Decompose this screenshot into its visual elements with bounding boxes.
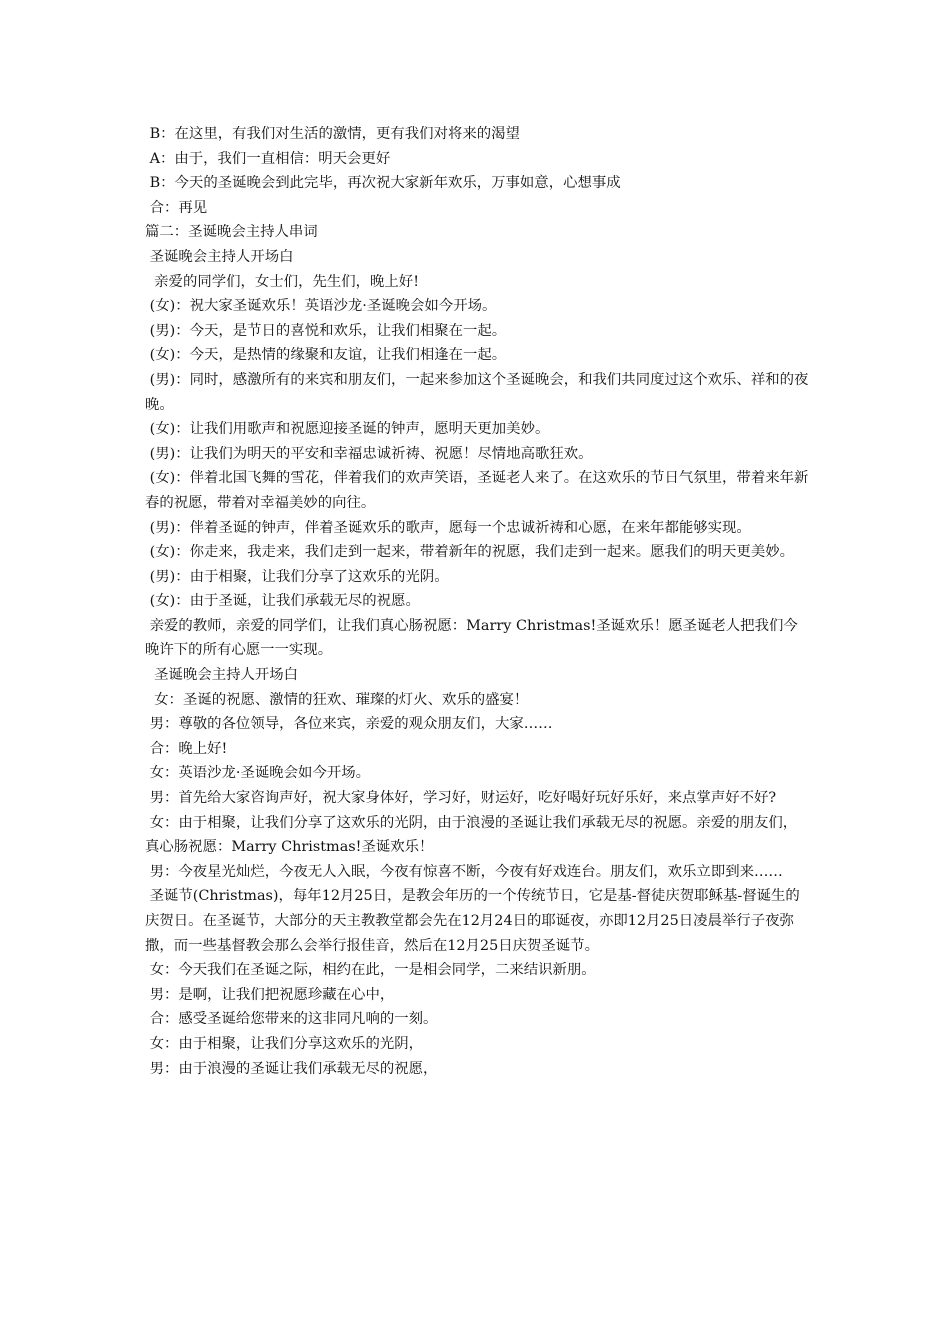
text-paragraph: 男：由于浪漫的圣诞让我们承载无尽的祝愿， (145, 1060, 438, 1077)
text-paragraph: B：在这里，有我们对生活的激情，更有我们对将来的渴望 (145, 126, 520, 142)
text-paragraph: 男：今夜星光灿烂，今夜无人入眠，今夜有惊喜不断，今夜有好戏连台。朋友们，欢乐立即到来…… (145, 863, 783, 880)
text-paragraph: 圣诞晚会主持人开场白 (145, 248, 294, 265)
text-paragraph: (女)：伴着北国飞舞的雪花，伴着我们的欢声笑语，圣诞老人来了。在这欢乐的节日气氛里，带着来年新春的祝愿，带着对幸福美妙的向往。 (145, 470, 809, 511)
text-paragraph: 亲爱的教师，亲爱的同学们，让我们真心肠祝愿：Marry Christmas!圣诞欢乐！愿圣诞老人把我们今晚许下的所有心愿一一实现。 (145, 617, 798, 659)
text-paragraph: (男)：同时，感激所有的来宾和朋友们，一起来参加这个圣诞晚会，和我们共同度过这个欢乐、祥和的夜晚。 (145, 371, 809, 413)
text-paragraph: (女)：今天，是热情的缘聚和友谊，让我们相逢在一起。 (145, 347, 507, 364)
text-paragraph: 女：由于相聚，让我们分享了这欢乐的光阴，由于浪漫的圣诞让我们承载无尽的祝愿。亲爱的朋友们，真心肠祝愿：Marry Christmas!圣诞欢乐！ (145, 814, 798, 856)
text-paragraph: 女：今天我们在圣诞之际，相约在此，一是相会同学，二来结识新朋。 (145, 962, 596, 979)
text-paragraph: (女)：由于圣诞，让我们承载无尽的祝愿。 (145, 593, 420, 610)
text-paragraph: 合：晚上好! (145, 740, 228, 757)
text-paragraph: 篇二：圣诞晚会主持人串词 (145, 224, 318, 241)
text-paragraph: (男)：今天，是节日的喜悦和欢乐，让我们相聚在一起。 (145, 322, 507, 339)
text-paragraph: (女)：你走来，我走来，我们走到一起来，带着新年的祝愿，我们走到一起来。愿我们的明天更美妙。 (145, 544, 794, 561)
text-paragraph: 合：感受圣诞给您带来的这非同凡响的一刻。 (145, 1011, 438, 1028)
text-paragraph: 男：是啊，让我们把祝愿珍藏在心中， (145, 986, 395, 1003)
text-paragraph: (男)：伴着圣诞的钟声，伴着圣诞欢乐的歌声，愿每一个忠诚祈祷和心愿，在来年都能够实现。 (145, 519, 751, 536)
text-paragraph: A：由于，我们一直相信：明天会更好 (145, 150, 391, 167)
text-paragraph: (女)：祝大家圣诞欢乐！英语沙龙·圣诞晚会如今开场。 (145, 298, 497, 315)
text-paragraph: 女：英语沙龙·圣诞晚会如今开场。 (145, 765, 371, 782)
text-paragraph: 合：再见 (145, 199, 208, 216)
text-paragraph: (女)：让我们用歌声和祝愿迎接圣诞的钟声，愿明天更加美妙。 (145, 421, 550, 438)
text-paragraph: 圣诞晚会主持人开场白 (145, 667, 299, 684)
text-paragraph: 男：尊敬的各位领导，各位来宾，亲爱的观众朋友们，大家…… (145, 716, 553, 733)
text-paragraph: 男：首先给大家咨询声好，祝大家身体好，学习好，财运好，吃好喝好玩好乐好，来点掌声好不好? (145, 790, 777, 807)
text-paragraph: 女：由于相聚，让我们分享这欢乐的光阴， (145, 1035, 424, 1052)
text-paragraph: 女：圣诞的祝愿、激情的狂欢、璀璨的灯火、欢乐的盛宴！ (145, 691, 529, 708)
text-paragraph: 亲爱的同学们，女士们，先生们，晚上好! (145, 273, 419, 290)
document-page (145, 122, 809, 1081)
text-paragraph: (男)：让我们为明天的平安和幸福忠诚祈祷、祝愿！尽情地高歌狂欢。 (145, 445, 593, 462)
text-paragraph: B：今天的圣诞晚会到此完毕，再次祝大家新年欢乐，万事如意，心想事成 (145, 175, 621, 192)
text-paragraph: 圣诞节(Christmas)，每年12月25日，是教会年历的一个传统节日，它是基-督徒庆贺耶稣基-督诞生的庆贺日。在圣诞节，大部分的天主教教堂都会先在12月24日的耶诞夜，亦即12月25日凌晨举行子夜弥撒，而一些基督教会那么会举行报佳音，然后在12月25日庆贺圣诞节。 (145, 888, 800, 954)
text-paragraph: (男)：由于相聚，让我们分享了这欢乐的光阴。 (145, 568, 449, 585)
